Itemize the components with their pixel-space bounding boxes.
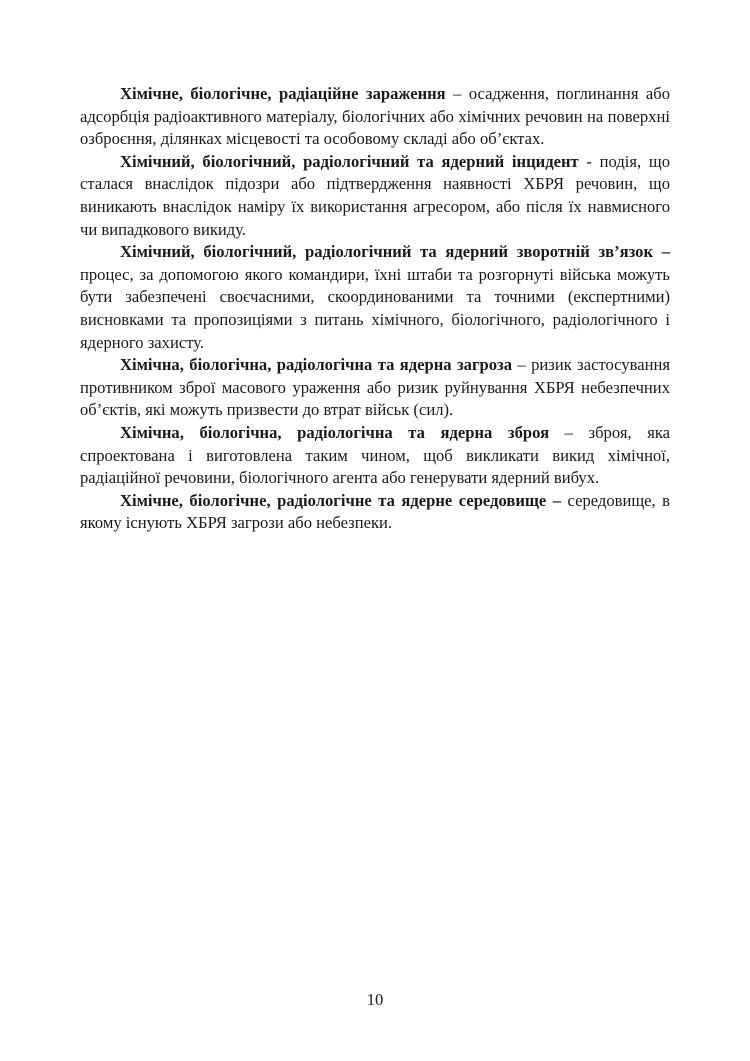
definition-paragraph: [80, 241, 670, 354]
definition-term: Хімічна, біологічна, радіологічна та ядерна загроза: [120, 355, 512, 375]
definition-text: – осадження, поглинання або адсорбція радіоактивного матеріалу, біологічних або хімічних речовин на поверхні озброєння, ділянках місцевості та особовому складі або об’єктах.: [80, 84, 670, 149]
definition-term: Хімічна, біологічна, радіологічна та ядерна зброя: [120, 422, 550, 442]
definition-term: Хімічний, біологічний, радіологічний та ядерний інцидент: [120, 151, 579, 171]
definition-paragraph: [80, 83, 670, 151]
definition-term: Хімічний, біологічний, радіологічний та ядерний зворотній зв’язок –: [120, 242, 670, 262]
definition-term: Хімічне, біологічне, радіологічне та ядерне середовище –: [120, 490, 562, 510]
document-body: [80, 83, 670, 535]
definition-text: процес, за допомогою якого командири, їхні штаби та розгорнуті війська можуть бути забезпечені своєчасними, скоординованими та точними (експертними) висновками та пропозиціями з питань хімічного, біологічного, радіологічного і ядерного захисту.: [80, 264, 670, 352]
definition-text: – зброя, яка спроектована і виготовлена таким чином, щоб викликати викид хімічної, радіаційної речовини, біологічного агента або генерувати ядерний вибух.: [80, 422, 671, 488]
definition-paragraph: [80, 151, 670, 241]
definition-text: середовище, в якому існують ХБРЯ загрози або небезпеки.: [80, 490, 670, 533]
definition-paragraph: [80, 354, 670, 422]
definition-text: – ризик застосування противником зброї масового ураження або ризик руйнування ХБРЯ небезпечних об’єктів, які можуть призвести до втрат військ (сил).: [80, 355, 671, 420]
definition-paragraph: [80, 422, 670, 490]
definition-paragraph: [80, 490, 670, 535]
page-number: 10: [366, 990, 384, 1009]
definition-text: - подія, що сталася внаслідок підозри або підтвердження наявності ХБРЯ речовин, що виникають внаслідок наміру їх використання агресором, або після їх навмисного чи випадкового викиду.: [80, 151, 670, 239]
definition-term: Хімічне, біологічне, радіаційне зараження: [120, 84, 446, 103]
